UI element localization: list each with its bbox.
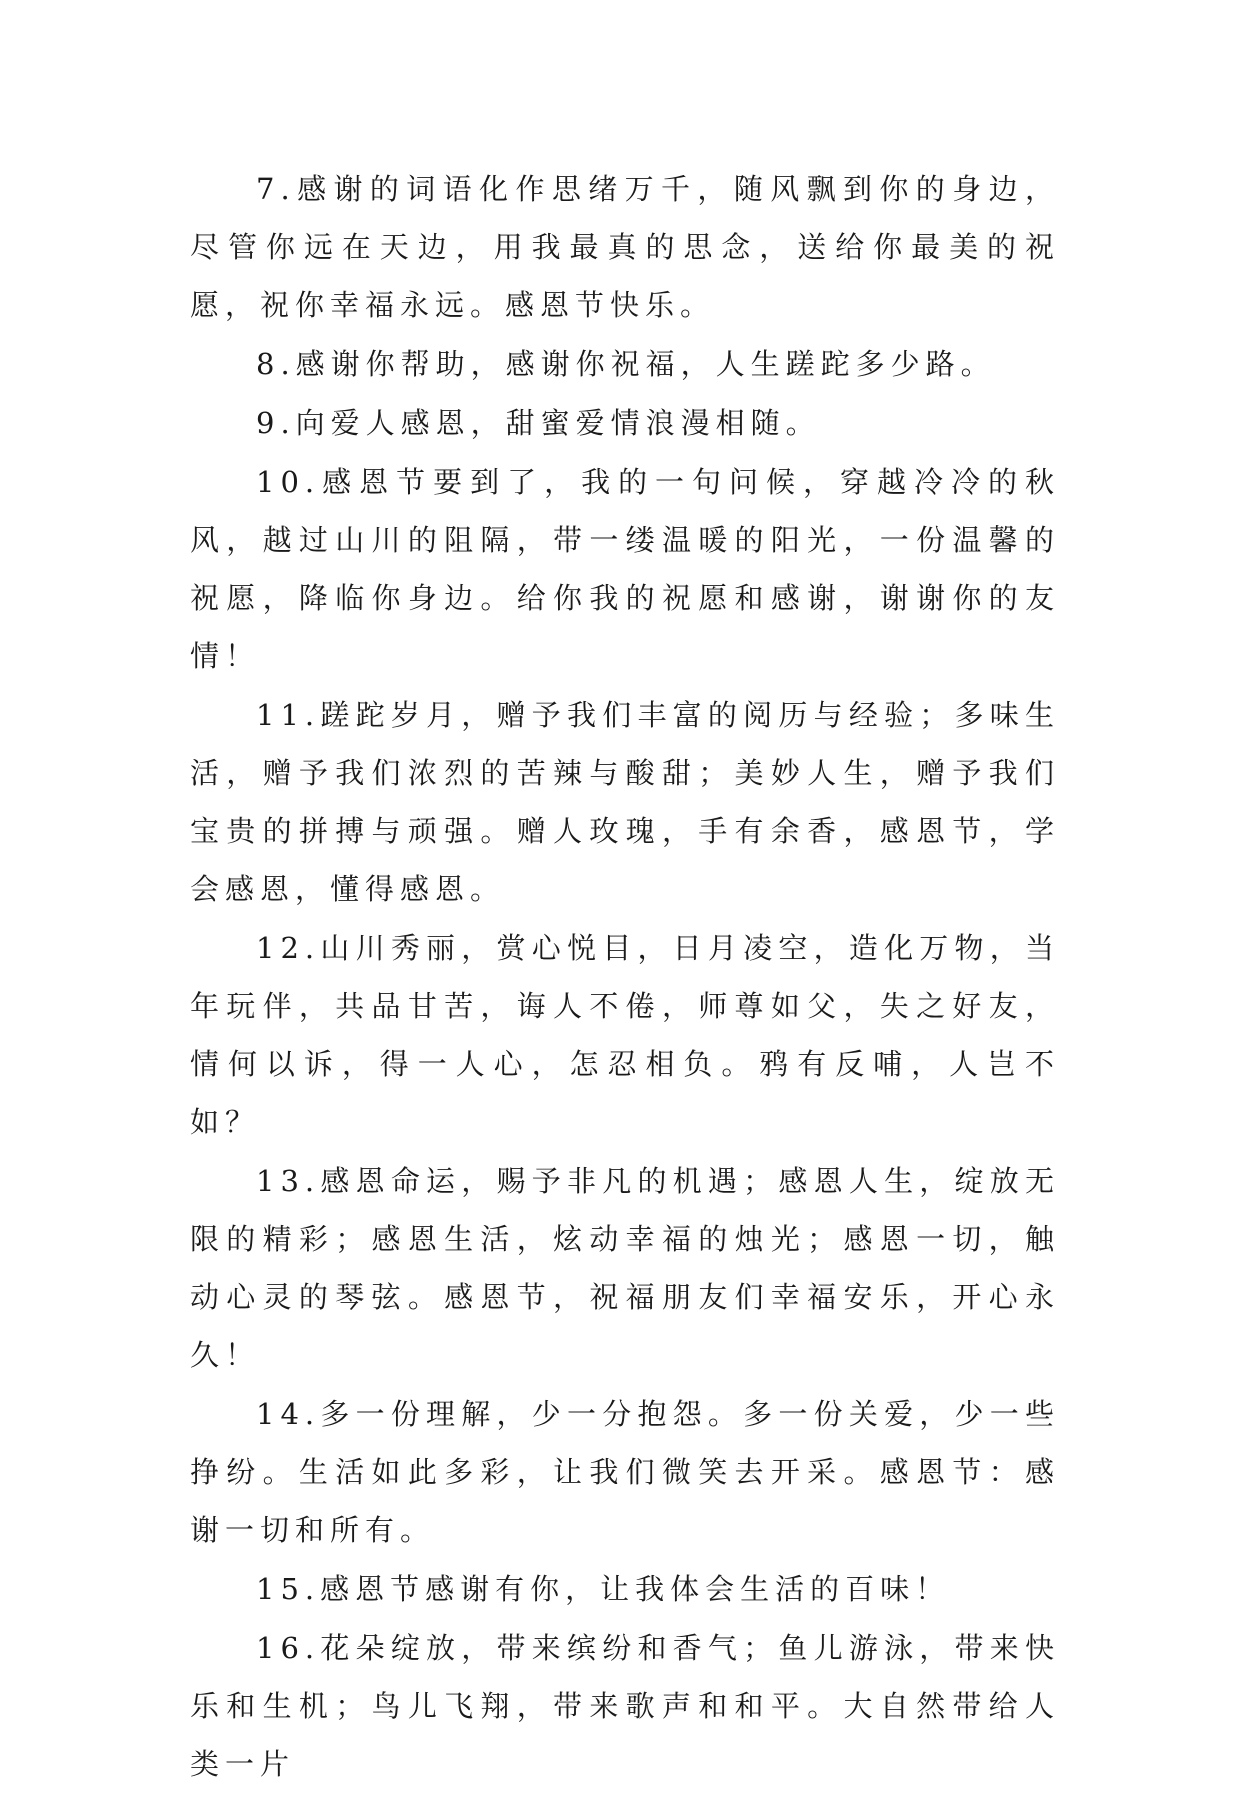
paragraph-13: 13.感恩命运，赐予非凡的机遇；感恩人生，绽放无限的精彩；感恩生活，炫动幸福的烛光；感恩一切，触动心灵的琴弦。感恩节，祝福朋友们幸福安乐，开心永久！	[190, 1164, 1060, 1372]
paragraph-9: 9.向爱人感恩，甜蜜爱情浪漫相随。	[256, 406, 821, 440]
paragraph-8: 8.感谢你帮助，感谢你祝福，人生蹉跎多少路。	[256, 347, 996, 381]
paragraph-15: 15.感恩节感谢有你，让我体会生活的百味！	[256, 1572, 951, 1606]
paragraph-11: 11.蹉跎岁月，赠予我们丰富的阅历与经验；多味生活，赠予我们浓烈的苦辣与酸甜；美妙人生，赠予我们宝贵的拼搏与顽强。赠人玫瑰，手有余香，感恩节，学会感恩，懂得感恩。	[190, 698, 1060, 906]
document-body	[190, 160, 1060, 1794]
paragraph-10: 10.感恩节要到了，我的一句问候，穿越冷冷的秋风，越过山川的阻隔，带一缕温暖的阳光，一份温馨的祝愿，降临你身边。给你我的祝愿和感谢，谢谢你的友情！	[190, 465, 1060, 673]
paragraph-16: 16.花朵绽放，带来缤纷和香气；鱼儿游泳，带来快乐和生机；鸟儿飞翔，带来歌声和和平。大自然带给人类一片	[190, 1631, 1060, 1781]
paragraph-14: 14.多一份理解，少一分抱怨。多一份关爱，少一些挣纷。生活如此多彩，让我们微笑去开采。感恩节：感谢一切和所有。	[190, 1397, 1060, 1547]
paragraph-7: 7.感谢的词语化作思绪万千，随风飘到你的身边，尽管你远在天边，用我最真的思念，送给你最美的祝愿，祝你幸福永远。感恩节快乐。	[190, 172, 1060, 322]
paragraph-12: 12.山川秀丽，赏心悦目，日月凌空，造化万物，当年玩伴，共品甘苦，诲人不倦，师尊如父，失之好友，情何以诉，得一人心，怎忍相负。鸦有反哺，人岂不如？	[190, 931, 1060, 1139]
